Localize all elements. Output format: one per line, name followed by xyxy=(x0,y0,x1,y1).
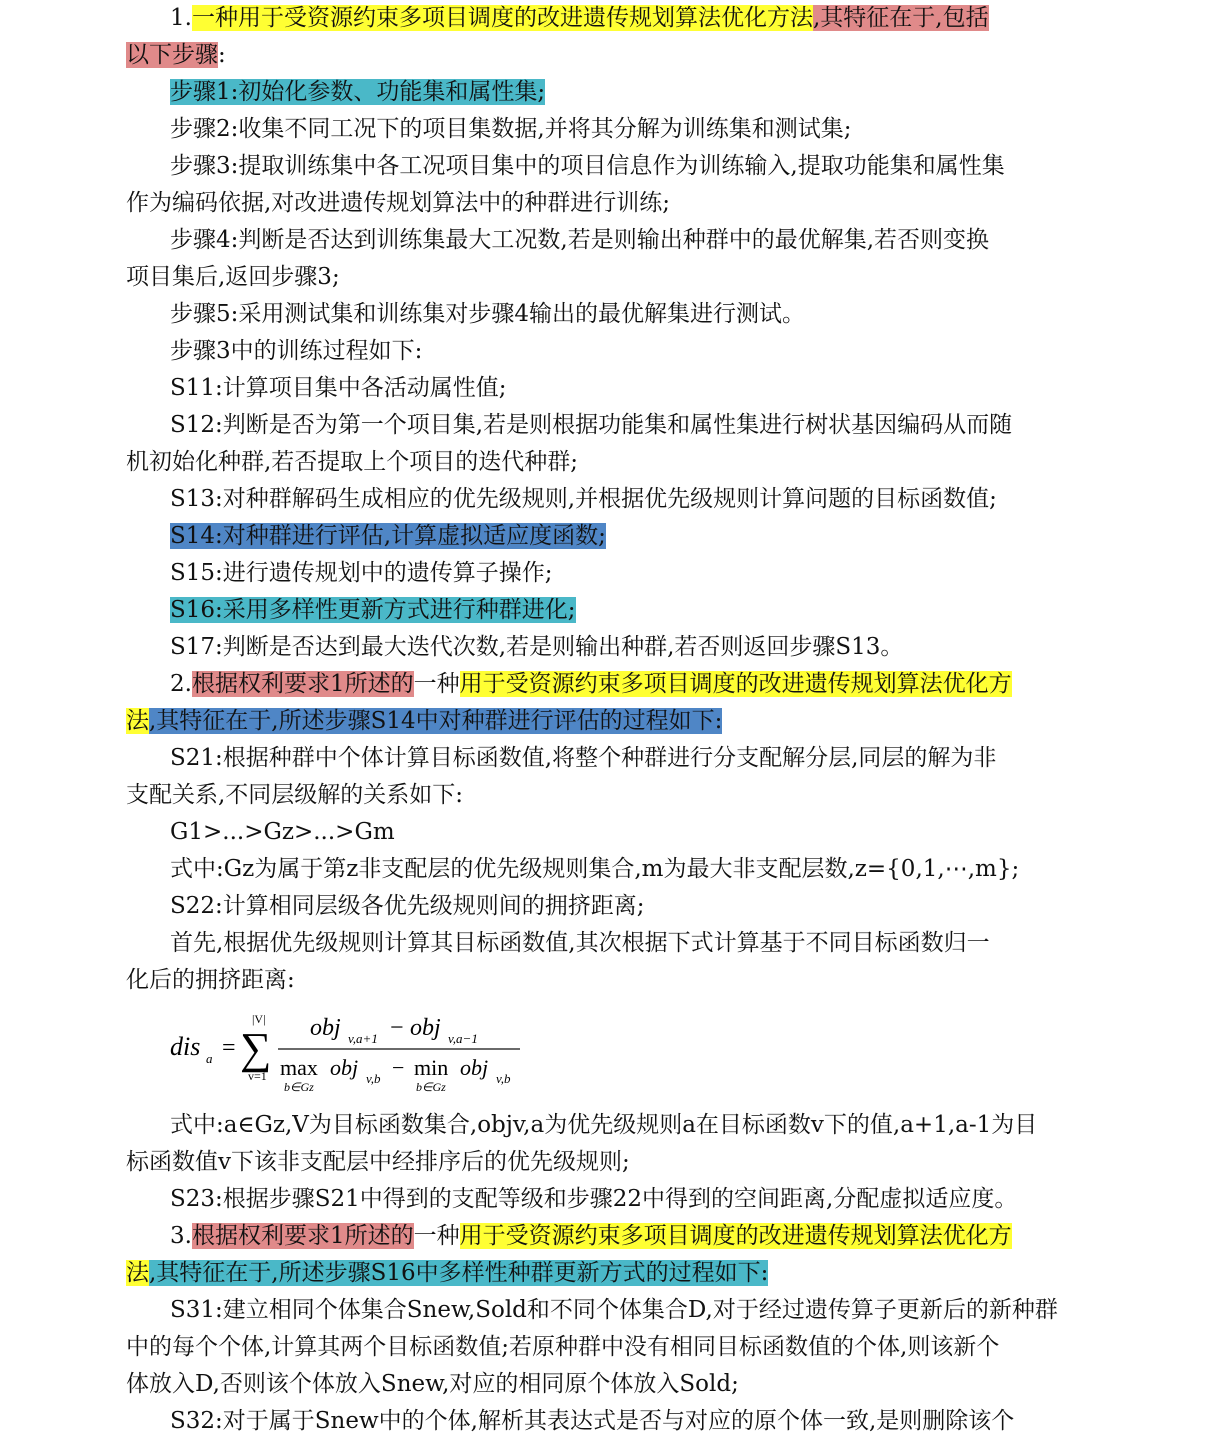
crowding-distance-formula xyxy=(170,1005,630,1100)
s15: S15:进行遗传规划中的遗传算子操作; xyxy=(170,560,553,586)
formula-lhs-sub: a xyxy=(206,1051,213,1066)
step-4: 步骤4:判断是否达到训练集最大工况数,若是则输出种群中的最优解集,若否则变换 xyxy=(170,227,990,253)
claim-3-feature: ,其特征在于,所述步骤S16中多样性种群更新方式的过程如下: xyxy=(149,1260,769,1286)
step-3-intro: 步骤3中的训练过程如下: xyxy=(170,338,423,364)
numerator-obj-1: obj xyxy=(310,1015,341,1041)
s14: S14:对种群进行评估,计算虚拟适应度函数; xyxy=(170,523,606,549)
numerator-sub-1: v,a+1 xyxy=(348,1031,378,1046)
s31-cont-2: 体放入D,否则该个体放入Snew,对应的相同原个体放入Sold; xyxy=(126,1371,739,1397)
s12: S12:判断是否为第一个项目集,若是则根据功能集和属性集进行树状基因编码从而随 xyxy=(170,412,1013,438)
sum-top: |V| xyxy=(252,1012,266,1026)
claim-3-ref: 根据权利要求1所述的 xyxy=(191,1223,414,1249)
claim-2-heading-cont: 法,其特征在于,所述步骤S14中对种群进行评估的过程如下: xyxy=(126,708,723,734)
s21: S21:根据种群中个体计算目标函数值,将整个种群进行分支配解分层,同层的解为非 xyxy=(170,745,997,771)
denominator-min-under: b∈Gz xyxy=(416,1080,446,1094)
claim-3-title: 用于受资源约束多项目调度的改进遗传规划算法优化方 xyxy=(459,1223,1012,1249)
s12-cont: 机初始化种群,若否提取上个项目的迭代种群; xyxy=(126,449,579,475)
step-3: 步骤3:提取训练集中各工况项目集中的项目信息作为训练输入,提取功能集和属性集 xyxy=(170,153,1005,179)
claim-1-title: 一种用于受资源约束多项目调度的改进遗传规划算法优化方法 xyxy=(191,5,813,31)
claim-2-heading: 2.根据权利要求1所述的一种用于受资源约束多项目调度的改进遗传规划算法优化方 xyxy=(170,671,1012,697)
colon: : xyxy=(218,42,226,68)
denominator-minus: − xyxy=(392,1055,405,1080)
first-para-cont: 化后的拥挤距离: xyxy=(126,967,295,993)
claim-3-number: 3. xyxy=(170,1223,192,1249)
denominator-min: min xyxy=(414,1055,449,1080)
where-clause-1: 式中:Gz为属于第z非支配层的优先级规则集合,m为最大非支配层数,z={0,1,⋯,m}; xyxy=(170,856,1020,882)
numerator-minus: − xyxy=(390,1015,404,1041)
s16: S16:采用多样性更新方式进行种群进化; xyxy=(170,597,576,623)
where-clause-2: 式中:a∈Gz,V为目标函数集合,objv,a为优先级规则a在目标函数v下的值,a+1,a-1为目 xyxy=(170,1112,1038,1138)
sum-bottom: v=1 xyxy=(248,1069,267,1083)
denominator-obj-1: obj xyxy=(330,1055,359,1080)
s32: S32:对于属于Snew中的个体,解析其表达式是否与对应的原个体一致,是则删除该个 xyxy=(170,1408,1015,1434)
claim-1-heading xyxy=(170,0,989,37)
claim-2-title: 用于受资源约束多项目调度的改进遗传规划算法优化方 xyxy=(459,671,1012,697)
step-2: 步骤2:收集不同工况下的项目集数据,并将其分解为训练集和测试集; xyxy=(170,116,852,142)
claim-1-feature: ,其特征在于,包括 xyxy=(812,5,989,31)
claim-1-heading-cont xyxy=(126,37,226,74)
numerator-sub-2: v,a−1 xyxy=(448,1031,478,1046)
denominator-max: max xyxy=(280,1055,318,1080)
claim-2-ref: 根据权利要求1所述的 xyxy=(191,671,414,697)
claim-3-heading: 3.根据权利要求1所述的一种用于受资源约束多项目调度的改进遗传规划算法优化方 xyxy=(170,1223,1012,1249)
step-5: 步骤5:采用测试集和训练集对步骤4输出的最优解集进行测试。 xyxy=(170,301,806,327)
claim-2-feature: ,其特征在于,所述步骤S14中对种群进行评估的过程如下: xyxy=(149,708,723,734)
s11: S11:计算项目集中各活动属性值; xyxy=(170,375,507,401)
claim-2-number: 2. xyxy=(170,671,192,697)
step-1: 步骤1:初始化参数、功能集和属性集; xyxy=(170,79,546,105)
denominator-sub-2: v,b xyxy=(496,1071,511,1086)
s31: S31:建立相同个体集合Snew,Sold和不同个体集合D,对于经过遗传算子更新后的新种群 xyxy=(170,1297,1058,1323)
layer-order: G1>...>Gz>...>Gm xyxy=(170,819,395,845)
s21-cont: 支配关系,不同层级解的关系如下: xyxy=(126,782,464,808)
s23: S23:根据步骤S21中得到的支配等级和步骤22中得到的空间距离,分配虚拟适应度。 xyxy=(170,1186,1018,1212)
claim-1-number: 1. xyxy=(170,5,192,31)
s22: S22:计算相同层级各优先级规则间的拥挤距离; xyxy=(170,893,645,919)
formula-lhs: dis xyxy=(170,1032,201,1061)
formula-equals: = xyxy=(222,1035,236,1061)
numerator-obj-2: obj xyxy=(410,1015,441,1041)
denominator-sub-1: v,b xyxy=(366,1071,381,1086)
s13: S13:对种群解码生成相应的优先级规则,并根据优先级规则计算问题的目标函数值; xyxy=(170,486,997,512)
step-4-cont: 项目集后,返回步骤3; xyxy=(126,264,340,290)
s17: S17:判断是否达到最大迭代次数,若是则输出种群,若否则返回步骤S13。 xyxy=(170,634,904,660)
where-clause-2-cont: 标函数值v下该非支配层中经排序后的优先级规则; xyxy=(126,1149,630,1175)
first-para: 首先,根据优先级规则计算其目标函数值,其次根据下式计算基于不同目标函数归一 xyxy=(170,930,990,956)
claim-1-feature-cont: 以下步骤 xyxy=(126,42,218,68)
denominator-obj-2: obj xyxy=(460,1055,489,1080)
s31-cont-1: 中的每个个体,计算其两个目标函数值;若原种群中没有相同目标函数值的个体,则该新个 xyxy=(126,1334,1000,1360)
sum-sign: ∑ xyxy=(240,1024,272,1073)
step-3-cont: 作为编码依据,对改进遗传规划算法中的种群进行训练; xyxy=(126,190,671,216)
denominator-max-under: b∈Gz xyxy=(284,1080,314,1094)
claim-3-heading-cont: 法,其特征在于,所述步骤S16中多样性种群更新方式的过程如下: xyxy=(126,1260,769,1286)
